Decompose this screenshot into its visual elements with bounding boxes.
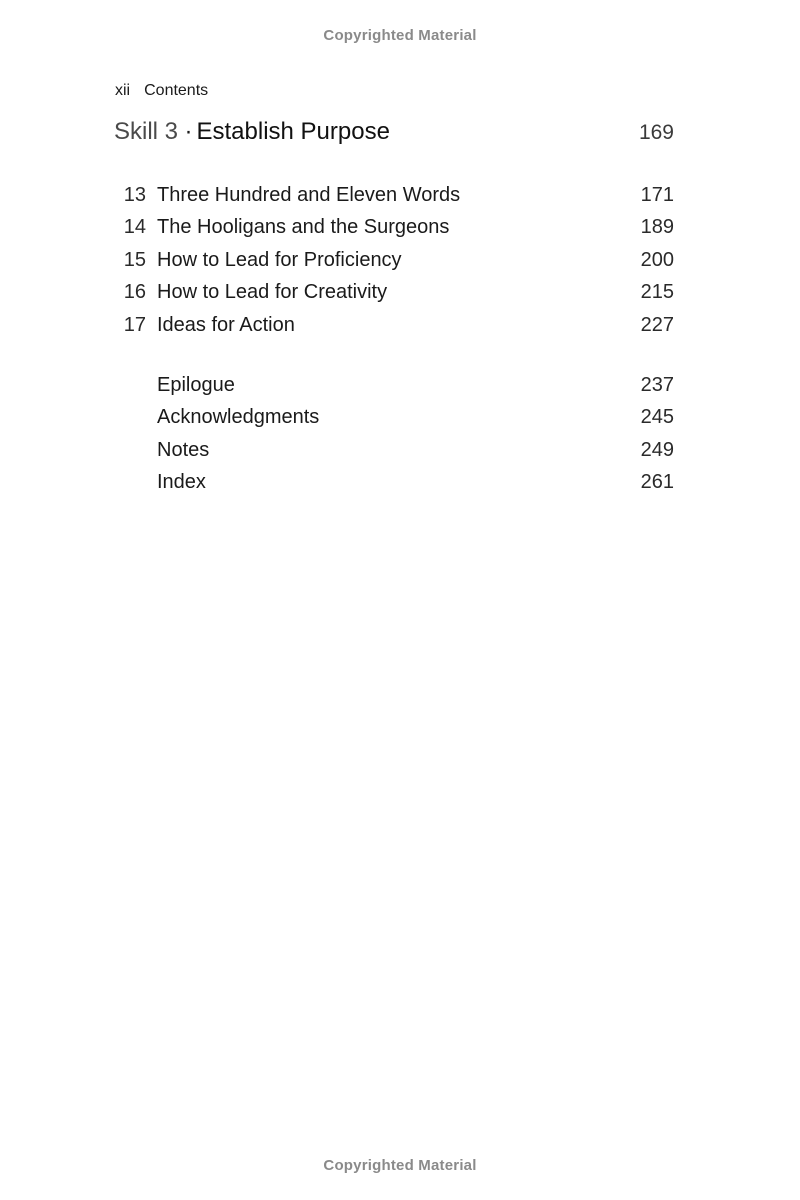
back-matter-title: Index	[157, 471, 206, 494]
chapter-number: 17	[123, 313, 146, 336]
part-heading	[114, 118, 674, 148]
running-head-label: Contents	[144, 82, 209, 99]
copyright-watermark-bottom: Copyrighted Material	[323, 1157, 477, 1174]
running-head	[115, 82, 208, 100]
chapter-number: 14	[123, 216, 146, 239]
chapter-number: 15	[123, 248, 146, 271]
chapter-page-number: 189	[640, 216, 674, 239]
back-matter-page-number: 261	[640, 471, 674, 494]
copyright-watermark-top: Copyrighted Material	[323, 27, 477, 44]
back-matter-page-number: 237	[640, 374, 674, 396]
toc-entry[interactable]	[114, 403, 674, 435]
toc-entry[interactable]	[114, 181, 674, 213]
chapter-title: How to Lead for Creativity	[157, 281, 388, 304]
skill-title: Establish Purpose	[196, 118, 390, 145]
toc-entry[interactable]	[114, 278, 674, 310]
chapter-list	[114, 181, 674, 343]
toc-entry[interactable]	[114, 436, 674, 468]
chapter-title: How to Lead for Proficiency	[157, 248, 402, 271]
page-folio: xii	[115, 82, 131, 99]
toc-entry[interactable]	[114, 468, 674, 500]
chapter-page-number: 200	[640, 248, 674, 271]
chapter-number: 16	[123, 281, 146, 304]
back-matter-title: Notes	[157, 438, 210, 461]
skill-label: Skill 3	[114, 118, 179, 145]
toc-entry[interactable]	[114, 371, 674, 403]
skill-separator: ·	[184, 118, 193, 145]
back-matter-page-number: 249	[640, 438, 674, 461]
chapter-page-number: 215	[640, 281, 674, 304]
toc-entry[interactable]	[114, 213, 674, 245]
chapter-title: Ideas for Action	[157, 313, 295, 336]
toc-entry[interactable]	[114, 246, 674, 278]
back-matter-list	[114, 371, 674, 501]
toc-entry[interactable]	[114, 311, 674, 343]
chapter-title: Three Hundred and Eleven Words	[157, 184, 461, 206]
chapter-number: 13	[123, 184, 146, 206]
chapter-title: The Hooligans and the Surgeons	[157, 216, 450, 239]
chapter-page-number: 171	[640, 184, 674, 206]
back-matter-title: Epilogue	[157, 374, 235, 396]
skill-page-number: 169	[638, 121, 674, 144]
back-matter-page-number: 245	[640, 406, 674, 429]
chapter-page-number: 227	[640, 313, 674, 336]
back-matter-title: Acknowledgments	[157, 406, 320, 429]
